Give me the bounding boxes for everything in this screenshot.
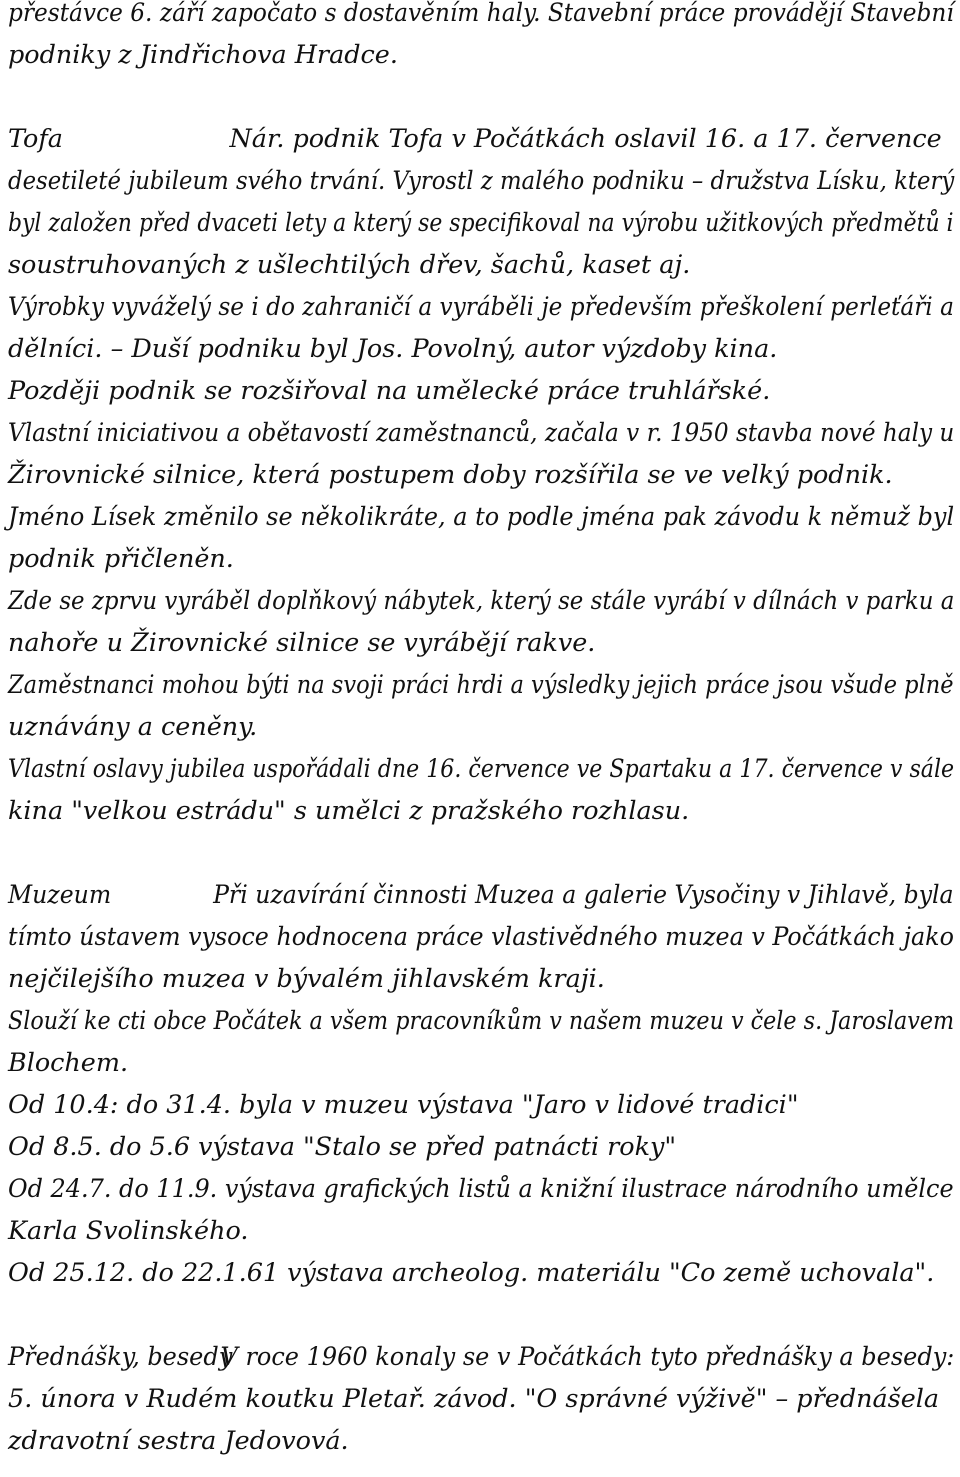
text-line: Při uzavírání činnosti Muzea a galerie Vysočiny v Jihlavě, byla (213, 880, 954, 910)
text-line: Vlastní iniciativou a obětavostí zaměstnanců, začala v r. 1950 stavba nové haly u (8, 418, 955, 448)
text-line: soustruhovaných z ušlechtilých dřev, šachů, kaset aj. (8, 250, 691, 280)
text-line: Od 8.5. do 5.6 výstava "Stalo se před patnácti roky" (8, 1132, 677, 1162)
text-line: nahoře u Žirovnické silnice se vyrábějí rakve. (8, 628, 596, 658)
text-line: nejčilejšího muzea v bývalém jihlavském kraji. (8, 964, 605, 994)
text-line: Slouží ke cti obce Počátek a všem pracovníkům v našem muzeu v čele s. Jaroslavem (8, 1006, 955, 1036)
text-line: Zaměstnanci mohou býti na svoji práci hrdi a výsledky jejich práce jsou všude plně (8, 670, 954, 700)
text-line: uznávány a ceněny. (8, 712, 258, 742)
text-line: Žirovnické silnice, která postupem doby rozšířila se ve velký podnik. (8, 460, 893, 490)
section-heading-muzeum: Muzeum (8, 880, 112, 910)
text-line: Blochem. (8, 1048, 129, 1078)
muzeum-first-line (8, 874, 954, 916)
tofa-first-line (8, 118, 954, 160)
text-line: kina "velkou estrádu" s umělci z pražského rozhlasu. (8, 796, 690, 826)
text-line: tímto ústavem vysoce hodnocena práce vlastivědného muzea v Počátkách jako (8, 922, 954, 952)
text-line: zdravotní sestra Jedovová. (8, 1426, 349, 1456)
text-line: Výrobky vyváželý se i do zahraničí a vyráběli je především přeškolení perleťáři a (8, 292, 954, 322)
text-line: Od 24.7. do 11.9. výstava grafických listů a knižní ilustrace národního umělce (8, 1174, 954, 1204)
section-heading-prednasky: Přednášky, besedy (8, 1342, 233, 1372)
section-gap (8, 832, 956, 874)
text-line: Jméno Lísek změnilo se několikráte, a to podle jména pak závodu k němuž byl (8, 502, 955, 532)
section-gap (8, 76, 956, 118)
text-line: podniky z Jindřichova Hradce. (8, 40, 398, 70)
section-heading-tofa: Tofa (8, 124, 63, 154)
text-line: byl založen před dvaceti lety a který se specifikoval na výrobu užitkových předmětů i (8, 208, 954, 238)
text-line: Nár. podnik Tofa v Počátkách oslavil 16. a 17. července (229, 124, 942, 154)
text-line: Vlastní oslavy jubilea uspořádali dne 16. července ve Spartaku a 17. července v sále (8, 754, 955, 784)
prednasky-first-line (8, 1336, 955, 1378)
text-line: V roce 1960 konaly se v Počátkách tyto přednášky a besedy: (220, 1342, 955, 1372)
text-line: Karla Svolinského. (8, 1216, 249, 1246)
document-page (8, 0, 956, 1462)
section-gap (8, 1294, 956, 1336)
text-line: přestávce 6. září započato s dostavěním haly. Stavební práce provádějí Stavební (8, 0, 954, 28)
text-line: Od 10.4: do 31.4. byla v muzeu výstava "Jaro v lidové tradici" (8, 1090, 799, 1120)
text-line: Zde se zprvu vyráběl doplňkový nábytek, který se stále vyrábí v dílnách v parku a (8, 586, 955, 616)
text-line: desetileté jubileum svého trvání. Vyrostl z malého podniku – družstva Lísku, který (8, 166, 955, 196)
text-line: dělníci. – Duší podniku byl Jos. Povolný, autor výzdoby kina. (8, 334, 778, 364)
text-line: Od 25.12. do 22.1.61 výstava archeolog. materiálu "Co země uchovala". (8, 1258, 935, 1288)
text-line: 5. února v Rudém koutku Pletař. závod. "O správné výživě" – přednášela (8, 1384, 940, 1414)
text-line: podnik přičleněn. (8, 544, 234, 574)
text-line: Později podnik se rozšiřoval na umělecké práce truhlářské. (8, 376, 771, 406)
